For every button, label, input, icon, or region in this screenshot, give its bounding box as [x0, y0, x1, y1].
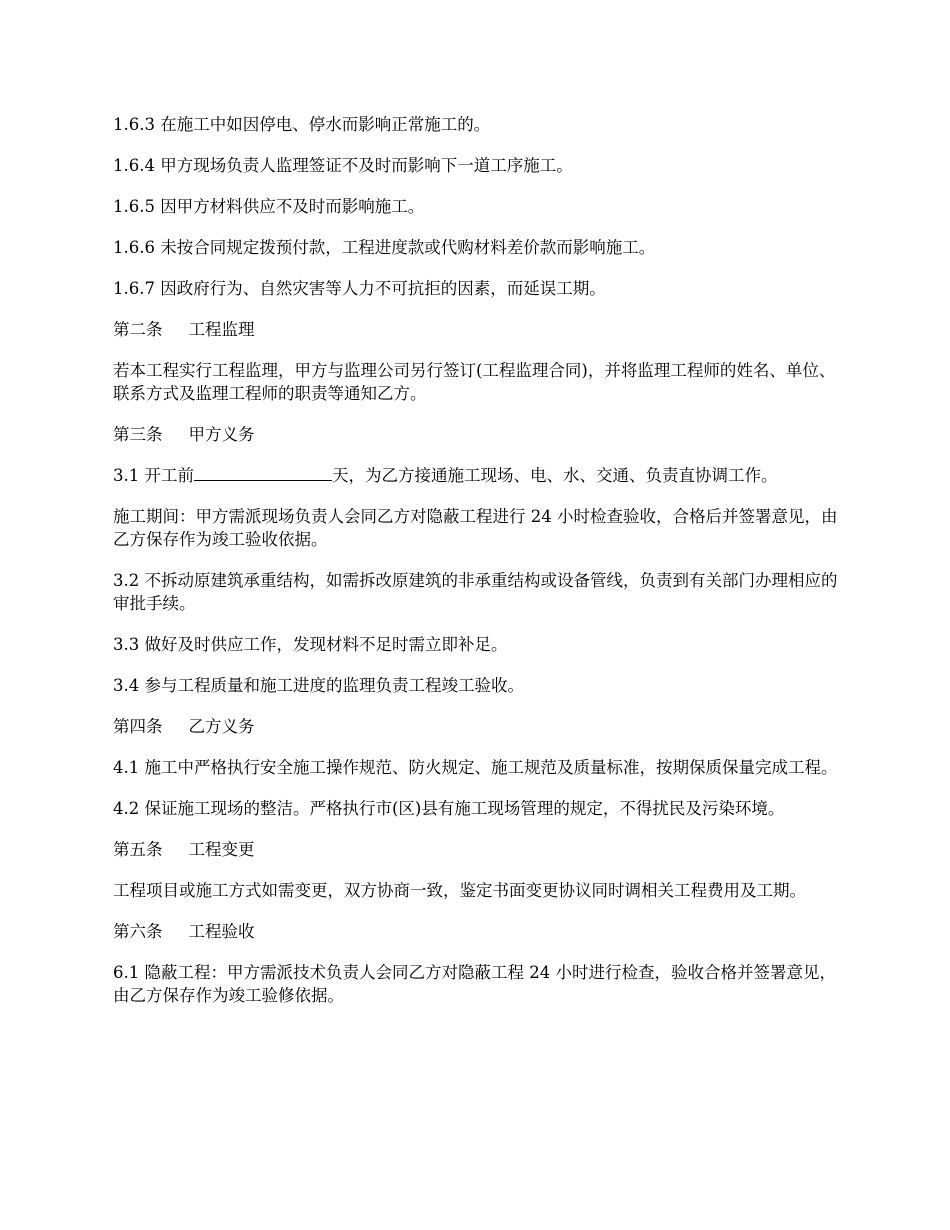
clause-3-2: 3.2 不拆动原建筑承重结构，如需拆改原建筑的非承重结构或设备管线，负责到有关部门办理相应的审批手续。 [113, 571, 838, 613]
article-3-number: 第三条 [113, 425, 163, 444]
article-5-number: 第五条 [113, 840, 163, 859]
article-3-title: 甲方义务 [188, 425, 255, 444]
article-4-heading [113, 715, 840, 738]
clause-4-1: 4.1 施工中严格执行安全施工操作规范、防火规定、施工规范及质量标准，按期保质保量完成工程。 [113, 758, 838, 777]
article-6-heading [113, 920, 840, 943]
clause-6-1: 6.1 隐蔽工程：甲方需派技术负责人会同乙方对隐蔽工程 24 小时进行检查，验收合格并签署意见，由乙方保存作为竣工验修依据。 [113, 963, 836, 1005]
article-4-number: 第四条 [113, 717, 163, 736]
clause-3-1-lead: 3.1 开工前 [113, 466, 194, 485]
article-5-heading [113, 838, 840, 861]
clause-4-2: 4.2 保证施工现场的整洁。严格执行市(区)县有施工现场管理的规定，不得扰民及污染环境。 [113, 799, 785, 818]
article-3-heading [113, 423, 840, 446]
article-2-title: 工程监理 [188, 320, 255, 339]
clause-1-6-3: 1.6.3 在施工中如因停电、停水而影响正常施工的。 [113, 115, 491, 134]
article-5-body: 工程项目或施工方式如需变更，双方协商一致，鉴定书面变更协议同时调相关工程费用及工期。 [113, 881, 806, 900]
article-4-title: 乙方义务 [188, 717, 255, 736]
article-6-number: 第六条 [113, 922, 163, 941]
clause-1-6-5: 1.6.5 因甲方材料供应不及时而影响施工。 [113, 197, 425, 216]
clause-3-3: 3.3 做好及时供应工作，发现材料不足时需立即补足。 [113, 635, 508, 654]
fill-in-blank [194, 464, 332, 481]
article-6-title: 工程验收 [188, 922, 255, 941]
article-2-body: 若本工程实行工程监理，甲方与监理公司另行签订(工程监理合同)，并将监理工程师的姓名、单位、联系方式及监理工程师的职责等通知乙方。 [113, 361, 836, 403]
article-5-title: 工程变更 [188, 840, 255, 859]
article-2-heading [113, 318, 840, 341]
clause-1-6-4: 1.6.4 甲方现场负责人监理签证不及时而影响下一道工序施工。 [113, 156, 573, 175]
article-2-number: 第二条 [113, 320, 163, 339]
clause-3-1-rest: 天，为乙方接通施工现场、电、水、交通、负责直协调工作。 [332, 466, 778, 485]
clause-1-6-7: 1.6.7 因政府行为、自然灾害等人力不可抗拒的因素，而延误工期。 [113, 279, 606, 298]
clause-3-4: 3.4 参与工程质量和施工进度的监理负责工程竣工验收。 [113, 676, 524, 695]
clause-3-1-continuation: 施工期间：甲方需派现场负责人会同乙方对隐蔽工程进行 24 小时检查验收，合格后并签署意见，由乙方保存作为竣工验收依据。 [113, 507, 838, 549]
clause-3-1 [113, 464, 840, 487]
clause-1-6-6: 1.6.6 未按合同规定拨预付款，工程进度款或代购材料差价款而影响施工。 [113, 238, 656, 257]
